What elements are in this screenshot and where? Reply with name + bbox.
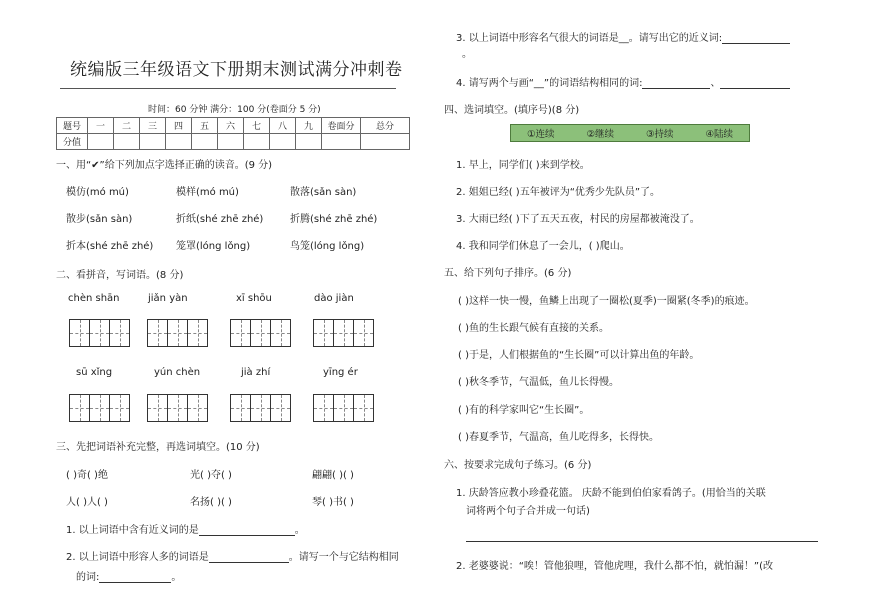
- section6-question-2: 2. 老婆婆说：“唉！管他狼哩，管他虎哩，我什么都不怕，就怕漏！”(改: [456, 561, 773, 572]
- score-cell[interactable]: [166, 134, 192, 150]
- answer-blank[interactable]: [199, 525, 295, 536]
- score-cell[interactable]: [296, 134, 322, 150]
- fill-in-item[interactable]: 3. 大雨已经( )下了五天五夜，村民的房屋都被淹没了。: [456, 214, 700, 225]
- idiom-blank[interactable]: 翩翩( )( ): [312, 470, 354, 481]
- pronunciation-item[interactable]: 鸟笼(lóng lǒng): [290, 241, 365, 252]
- fill-in-item[interactable]: 4. 我和同学们休息了一会儿，( )爬山。: [456, 241, 630, 252]
- pronunciation-item[interactable]: 折腾(shé zhē zhé): [290, 214, 378, 225]
- pinyin-label: dào jiàn: [314, 293, 354, 304]
- answer-blank[interactable]: [99, 572, 171, 583]
- pronunciation-item[interactable]: 模仿(mó mú): [66, 187, 129, 198]
- idiom-blank[interactable]: 人( )人( ): [66, 497, 108, 508]
- answer-blank[interactable]: [722, 33, 790, 44]
- ordering-item[interactable]: ( )秋冬季节，气温低，鱼儿长得慢。: [458, 377, 619, 388]
- writing-grid[interactable]: [147, 319, 208, 347]
- pronunciation-item[interactable]: 散落(sǎn sàn): [290, 187, 357, 198]
- section3-heading: 三、先把词语补充完整，再选词填空。(10 分): [56, 442, 260, 453]
- idiom-blank[interactable]: 名扬( )( ): [190, 497, 232, 508]
- score-row-label: 分值: [57, 134, 88, 150]
- section6-heading: 六、按要求完成句子练习。(6 分): [444, 460, 592, 471]
- writing-grid[interactable]: [313, 394, 374, 422]
- score-header-cell: 八: [270, 118, 296, 134]
- choice-option: ③持续: [645, 129, 674, 140]
- score-header-cell: 四: [166, 118, 192, 134]
- pinyin-label: sū xǐng: [76, 367, 113, 378]
- section3-question-1: [66, 521, 305, 536]
- pronunciation-item[interactable]: 模样(mó mú): [176, 187, 239, 198]
- score-table: [56, 117, 410, 150]
- score-header-cell: 二: [114, 118, 140, 134]
- score-cell[interactable]: [218, 134, 244, 150]
- question-text: 1. 以上词语中含有近义词的是: [66, 525, 199, 536]
- score-header-cell: 总分: [361, 118, 410, 134]
- score-cell[interactable]: [322, 134, 361, 150]
- score-header-cell: 卷面分: [322, 118, 361, 134]
- question-text: 4. 请写两个与画“__”的词语结构相同的词:: [456, 78, 643, 89]
- choice-option: ②继续: [586, 129, 615, 140]
- score-header-cell: 五: [192, 118, 218, 134]
- score-table-header-row: [57, 118, 410, 134]
- pronunciation-item[interactable]: 散步(sǎn sàn): [66, 214, 133, 225]
- ordering-item[interactable]: ( )有的科学家叫它“生长圈”。: [458, 405, 590, 416]
- pinyin-label: yún chèn: [154, 367, 201, 378]
- pinyin-label: jiǎn yàn: [148, 293, 188, 304]
- fill-in-item[interactable]: 2. 姐姐已经( )五年被评为“优秀少先队员”了。: [456, 187, 661, 198]
- score-cell[interactable]: [88, 134, 114, 150]
- section3-question-3: [456, 29, 790, 44]
- separator: 、: [710, 78, 721, 89]
- question-text: 3. 以上词语中形容名气很大的词语是__。请写出它的近义词:: [456, 33, 723, 44]
- idiom-blank[interactable]: 琴( )书( ): [312, 497, 354, 508]
- score-cell[interactable]: [270, 134, 296, 150]
- word-choice-bank: [510, 124, 750, 142]
- score-table-value-row: [57, 134, 410, 150]
- section5-heading: 五、给下列句子排序。(6 分): [444, 268, 572, 279]
- score-header-cell: 九: [296, 118, 322, 134]
- answer-line[interactable]: [466, 541, 818, 542]
- section6-question-1-cont: 词将两个句子合并成一句话): [466, 506, 590, 517]
- section3-question-2: [66, 548, 399, 563]
- writing-grid[interactable]: [313, 319, 374, 347]
- section2-heading: 二、看拼音，写词语。(8 分): [56, 270, 184, 281]
- question-text: 2. 以上词语中形容人多的词语是: [66, 552, 209, 563]
- ordering-item[interactable]: ( )这样一快一慢，鱼鳞上出现了一圈松(夏季)一圈紧(冬季)的痕迹。: [458, 296, 755, 307]
- section6-question-1: 1. 庆龄答应教小珍叠花篮。 庆龄不能到伯伯家看鸽子。(用恰当的关联: [456, 488, 766, 499]
- idiom-blank[interactable]: 光( )夺( ): [190, 470, 232, 481]
- writing-grid[interactable]: [230, 319, 291, 347]
- pronunciation-item[interactable]: 折本(shé zhē zhé): [66, 241, 154, 252]
- answer-blank[interactable]: [209, 552, 289, 563]
- score-cell[interactable]: [114, 134, 140, 150]
- question-text: 的词:: [76, 572, 100, 583]
- ordering-item[interactable]: ( )春夏季节，气温高，鱼儿吃得多，长得快。: [458, 432, 659, 443]
- exam-meta: 时间：60 分钟 满分：100 分(卷面分 5 分): [148, 105, 321, 115]
- question-text: 。请写一个与它结构相同: [288, 552, 399, 563]
- idiom-blank[interactable]: ( )奇( )绝: [66, 470, 108, 481]
- score-header-cell: 一: [88, 118, 114, 134]
- score-header-cell: 六: [218, 118, 244, 134]
- score-cell[interactable]: [361, 134, 410, 150]
- choice-option: ①连续: [526, 129, 555, 140]
- section3-question-2-cont: [76, 568, 181, 583]
- writing-grid[interactable]: [69, 394, 130, 422]
- section4-heading: 四、选词填空。(填序号)(8 分): [444, 105, 580, 116]
- choice-option: ④陆续: [705, 129, 734, 140]
- answer-blank[interactable]: [642, 78, 710, 89]
- writing-grid[interactable]: [230, 394, 291, 422]
- period: 。: [294, 525, 305, 536]
- exam-title: 统编版三年级语文下册期末测试满分冲刺卷: [70, 60, 403, 80]
- writing-grid[interactable]: [147, 394, 208, 422]
- fill-in-item[interactable]: 1. 早上，同学们( )来到学校。: [456, 160, 590, 171]
- pinyin-label: jià zhí: [241, 367, 271, 378]
- pinyin-label: chèn shān: [68, 293, 120, 304]
- pinyin-label: yīng ér: [323, 367, 358, 378]
- section3-question-4: [456, 74, 790, 89]
- score-cell[interactable]: [244, 134, 270, 150]
- period: 。: [462, 49, 472, 60]
- writing-grid[interactable]: [69, 319, 130, 347]
- score-cell[interactable]: [192, 134, 218, 150]
- score-header-cell: 三: [140, 118, 166, 134]
- score-header-cell: 七: [244, 118, 270, 134]
- ordering-item[interactable]: ( )鱼的生长跟气候有直接的关系。: [458, 323, 609, 334]
- pinyin-label: xī shōu: [236, 293, 272, 304]
- pronunciation-item[interactable]: 笼罩(lóng lǒng): [176, 241, 251, 252]
- ordering-item[interactable]: ( )于是，人们根据鱼的“生长圈”可以计算出鱼的年龄。: [458, 350, 700, 361]
- score-cell[interactable]: [140, 134, 166, 150]
- period: 。: [171, 572, 182, 583]
- answer-blank[interactable]: [720, 78, 790, 89]
- pronunciation-item[interactable]: 折纸(shé zhē zhé): [176, 214, 264, 225]
- title-divider: [60, 88, 396, 89]
- score-header-cell: 题号: [57, 118, 88, 134]
- section1-heading: 一、用“✔”给下列加点字选择正确的读音。(9 分): [56, 160, 273, 171]
